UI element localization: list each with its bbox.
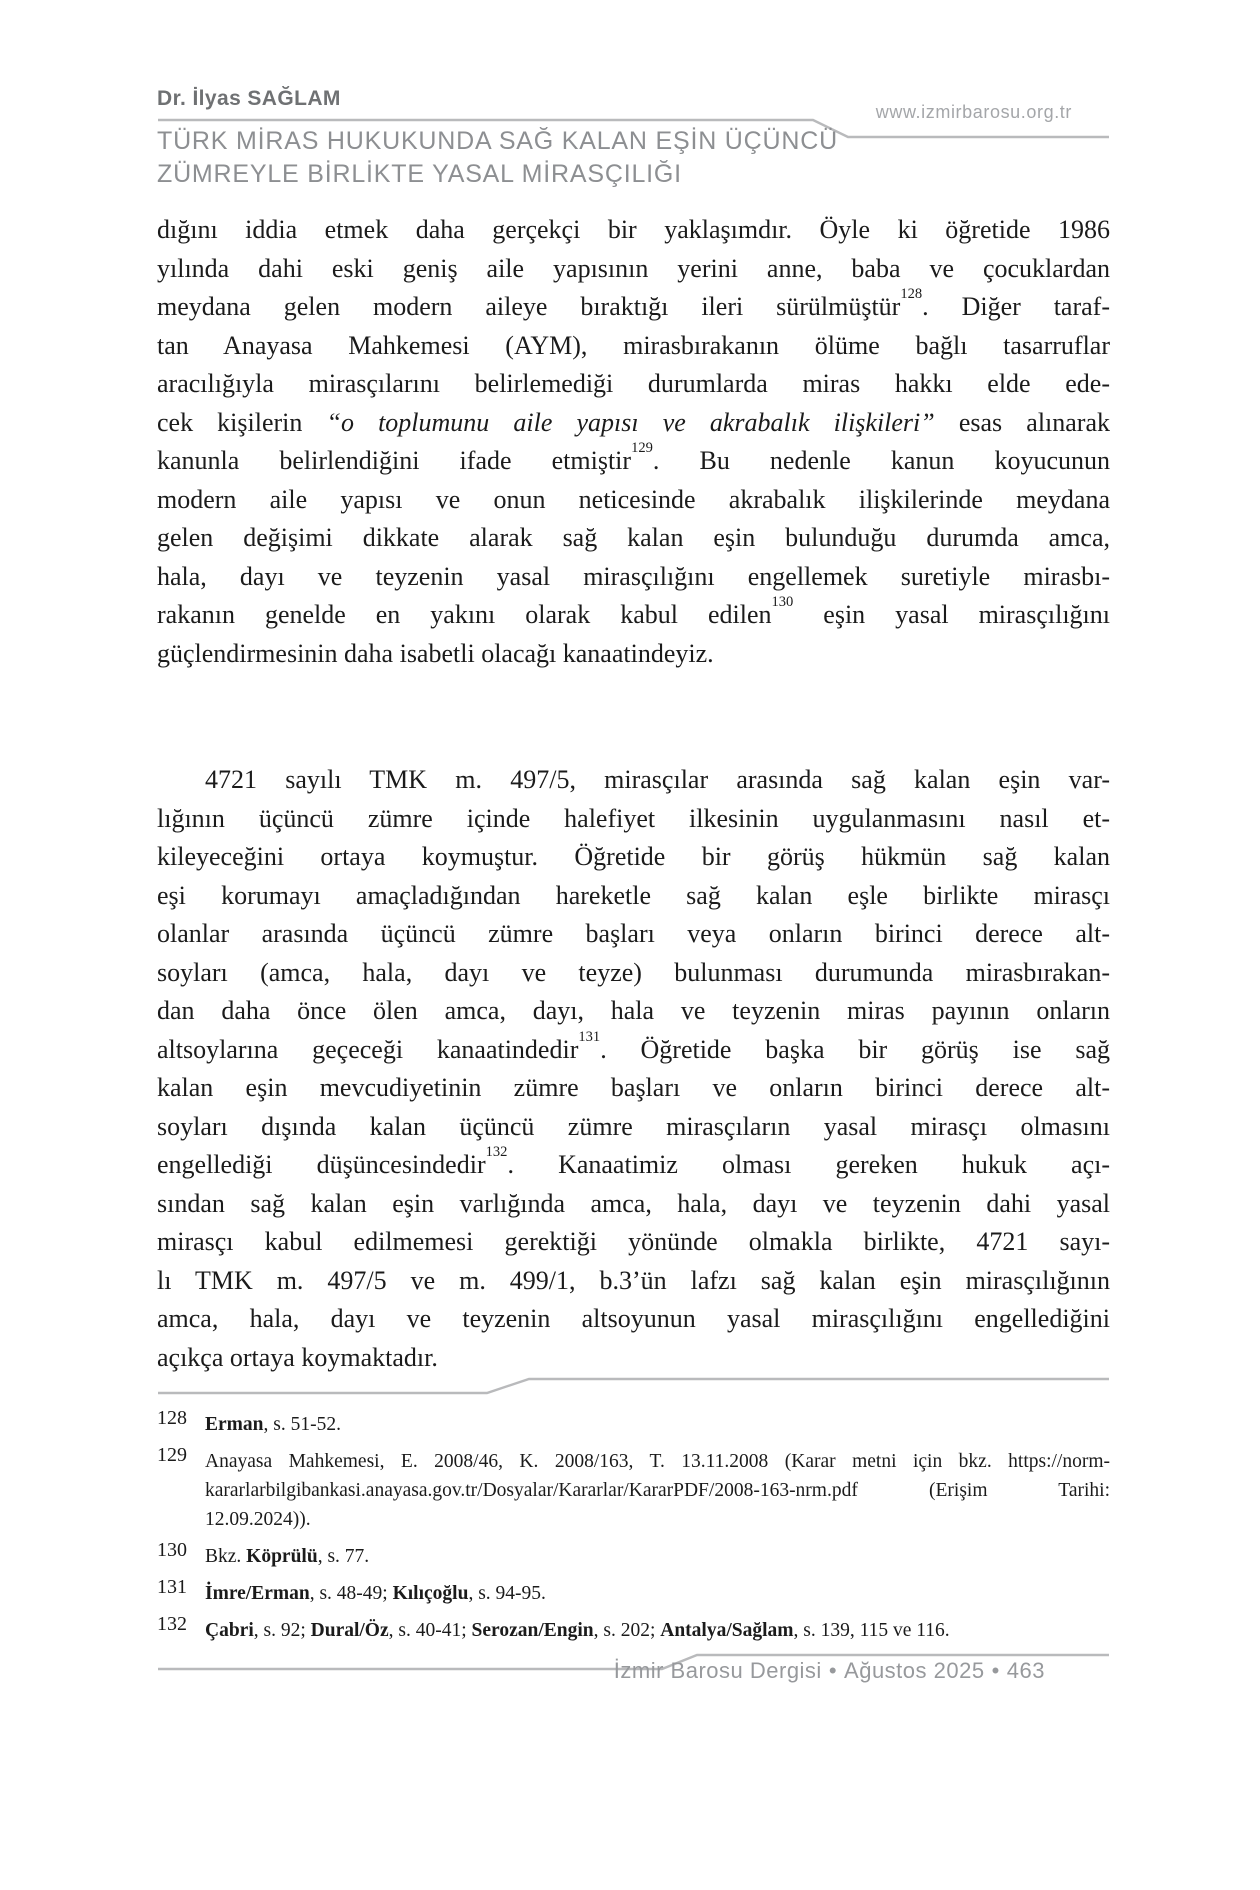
footnote-ref: 131: [578, 1028, 601, 1045]
footnote-number: 130: [157, 1539, 187, 1561]
text-line: meydana gelen modern aileye bıraktığı ileri sürülmüştür$^{128}$. Diğer taraf-: [157, 286, 1110, 321]
text-line: lığının üçüncü zümre içinde halefiyet ilkesinin uygulanmasını nasıl et-: [157, 803, 1110, 833]
footnote: [157, 1613, 1110, 1645]
footnote-line: Erman, s. 51-52.: [205, 1414, 341, 1435]
footnote-text: [205, 1616, 1110, 1645]
text-line: hala, dayı ve teyzenin yasal mirasçılığını engellemek suretiyle mirasbı-: [157, 561, 1110, 591]
text-line: rakanın genelde en yakını olarak kabul edilen$^{130}$ eşin yasal mirasçılığını: [157, 594, 1110, 629]
cited-author: İmre/Erman: [205, 1583, 310, 1604]
text-line: 4721 sayılı TMK m. 497/5, mirasçılar arasında sağ kalan eşin var-: [205, 765, 1110, 794]
quoted-phrase: “o toplumunu aile yapısı ve akrabalık ilişkileri”: [326, 407, 935, 437]
footnote-line: Çabri, s. 92; Dural/Öz, s. 40-41; Serozan/Engin, s. 202; Antalya/Sağlam, s. 139, 115 ve 116.: [205, 1620, 950, 1641]
text-line: tan Anayasa Mahkemesi (AYM), mirasbırakanın ölüme bağlı tasarruflar: [157, 330, 1110, 360]
text-line: altsoylarına geçeceği kanaatindedir$^{131}$. Öğretide başka bir görüş ise sağ: [157, 1028, 1110, 1064]
cited-author: Antalya/Sağlam: [660, 1620, 794, 1641]
cited-author: Kılıçoğlu: [392, 1583, 469, 1604]
footnote-ref: 128: [900, 286, 923, 303]
footnote-line: Anayasa Mahkemesi, E. 2008/46, K. 2008/163, T. 13.11.2008 (Karar metni için bkz. https://norm-: [205, 1451, 1110, 1472]
text-line: kileyeceğini ortaya koymuştur. Öğretide bir görüş hükmün sağ kalan: [157, 842, 1110, 871]
footnote-line: İmre/Erman, s. 48-49; Kılıçoğlu, s. 94-95.: [205, 1583, 546, 1604]
author-name: Dr. İlyas SAĞLAM: [157, 87, 341, 110]
text-line: yılında dahi eski geniş aile yapısının yerini anne, baba ve çocuklardan: [157, 253, 1110, 283]
footnotes-section: [157, 1407, 1110, 1645]
cited-author: Köprülü: [246, 1546, 318, 1567]
journal-footer: [157, 1658, 1110, 1684]
footnote-number: 131: [157, 1576, 187, 1598]
text-line: cek kişilerin “o toplumunu aile yapısı ve akrabalık ilişkileri” esas alınarak: [157, 407, 1110, 437]
journal-name: İzmir Barosu Dergisi: [613, 1658, 822, 1683]
footnote-line: Bkz. Köprülü, s. 77.: [205, 1546, 370, 1567]
page-footer: [157, 1653, 1110, 1684]
footnote-ref: 129: [631, 440, 653, 457]
text-line: modern aile yapısı ve onun neticesinde akrabalık ilişkilerinde meydana: [157, 484, 1110, 514]
footnote-ref: 132: [485, 1144, 508, 1161]
paragraph: [157, 211, 1110, 673]
footnote: [157, 1576, 1110, 1608]
website-url: www.izmirbarosu.org.tr: [875, 102, 1072, 122]
footnote-text: [205, 1447, 1110, 1534]
footer-separator: •: [991, 1658, 1000, 1683]
paragraph: [157, 761, 1110, 1377]
text-line: mirasçı kabul edilmemesi gerektiği yönünde olmakla birlikte, 4721 sayı-: [157, 1227, 1110, 1256]
footnote-ref: 130: [771, 594, 794, 611]
footnote: [157, 1407, 1110, 1439]
footnote-line: 12.09.2024)).: [205, 1509, 311, 1530]
text-line: güçlendirmesinin daha isabetli olacağı kanaatindeyiz.: [157, 638, 714, 668]
journal-issue: Ağustos 2025: [844, 1658, 985, 1683]
text-line: aracılığıyla mirasçılarını belirlemediği durumlarda miras hakkı elde ede-: [157, 369, 1110, 398]
footnote: [157, 1539, 1110, 1571]
text-line: kalan eşin mevcudiyetinin zümre başları ve onların birinci derece alt-: [157, 1073, 1110, 1102]
text-line: engellediği düşüncesindedir$^{132}$. Kanaatimiz olması gereken hukuk açı-: [157, 1144, 1110, 1179]
footnote: [157, 1444, 1110, 1534]
footnote-text: [205, 1579, 1110, 1608]
cited-author: Serozan/Engin: [471, 1620, 594, 1641]
text-line: kanunla belirlendiğini ifade etmiştir$^{129}$. Bu nedenle kanun koyucunun: [157, 440, 1111, 475]
cited-author: Çabri: [205, 1620, 254, 1641]
page-header: [157, 86, 1110, 194]
text-line: açıkça ortaya koymaktadır.: [157, 1342, 438, 1372]
body-paragraphs: [157, 211, 1110, 1377]
text-line: olanlar arasında üçüncü zümre başları veya onların birinci derece alt-: [157, 919, 1110, 948]
text-line: soyları (amca, hala, dayı ve teyze) bulunması durumunda mirasbırakan-: [157, 957, 1110, 987]
text-line: gelen değişimi dikkate alarak sağ kalan eşin bulunduğu durumda amca,: [157, 523, 1110, 552]
article-title: [157, 125, 1110, 191]
footnote-number: 132: [157, 1613, 187, 1635]
footnote-text: [205, 1542, 1110, 1571]
text-line: lı TMK m. 497/5 ve m. 499/1, b.3’ün lafzı sağ kalan eşin mirasçılığının: [157, 1265, 1110, 1295]
article-body: [157, 211, 1110, 1377]
article-title-line1: TÜRK MİRAS HUKUKUNDA SAĞ KALAN EŞİN ÜÇÜNCÜ: [157, 127, 838, 155]
cited-author: Erman: [205, 1414, 264, 1435]
text-line: sından sağ kalan eşin varlığında amca, hala, dayı ve teyzenin dahi yasal: [157, 1188, 1110, 1218]
text-line: eşi korumayı amaçladığından hareketle sağ kalan eşle birlikte mirasçı: [157, 880, 1110, 910]
footnote-text: [205, 1410, 1110, 1439]
footnote-number: 129: [157, 1444, 187, 1466]
text-line: soyları dışında kalan üçüncü zümre mirasçıların yasal mirasçı olmasını: [157, 1111, 1110, 1141]
text-line: amca, hala, dayı ve teyzenin altsoyunun yasal mirasçılığını engellediğini: [157, 1304, 1110, 1333]
text-line: dığını iddia etmek daha gerçekçi bir yaklaşımdır. Öyle ki öğretide 1986: [157, 215, 1110, 244]
footer-separator: •: [828, 1658, 838, 1683]
article-title-line2: ZÜMREYLE BİRLİKTE YASAL MİRASÇILIĞI: [157, 160, 682, 188]
page-number: 463: [1006, 1658, 1045, 1683]
footnote-line: kararlarbilgibankasi.anayasa.gov.tr/Dosyalar/Kararlar/KararPDF/2008-163-nrm.pdf (Erişim Tarihi:: [205, 1480, 1110, 1501]
footnote-number: 128: [157, 1407, 187, 1429]
footnote-divider-line: [157, 1377, 1110, 1396]
text-line: dan daha önce ölen amca, dayı, hala ve teyzenin miras payının onların: [157, 996, 1110, 1025]
cited-author: Dural/Öz: [310, 1620, 389, 1641]
